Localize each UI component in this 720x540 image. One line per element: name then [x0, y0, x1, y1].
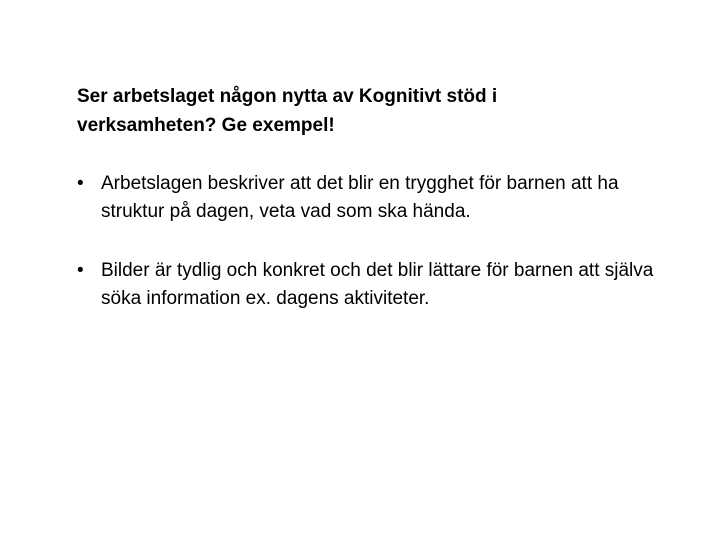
bullet-list: [77, 170, 677, 344]
bullet-marker: •: [77, 173, 84, 194]
bullet-item: [77, 170, 677, 226]
bullet-text: Bilder är tydlig och konkret och det blir lättare för barnen att själva söka information ex. dagens aktiviteter.: [101, 260, 654, 309]
slide-heading: Ser arbetslaget någon nytta av Kognitivt stöd i verksamheten? Ge exempel!: [77, 86, 498, 136]
bullet-marker: •: [77, 260, 84, 281]
bullet-item: [77, 257, 677, 313]
bullet-text: Arbetslagen beskriver att det blir en trygghet för barnen att ha struktur på dagen, veta vad som ska hända.: [101, 173, 619, 222]
